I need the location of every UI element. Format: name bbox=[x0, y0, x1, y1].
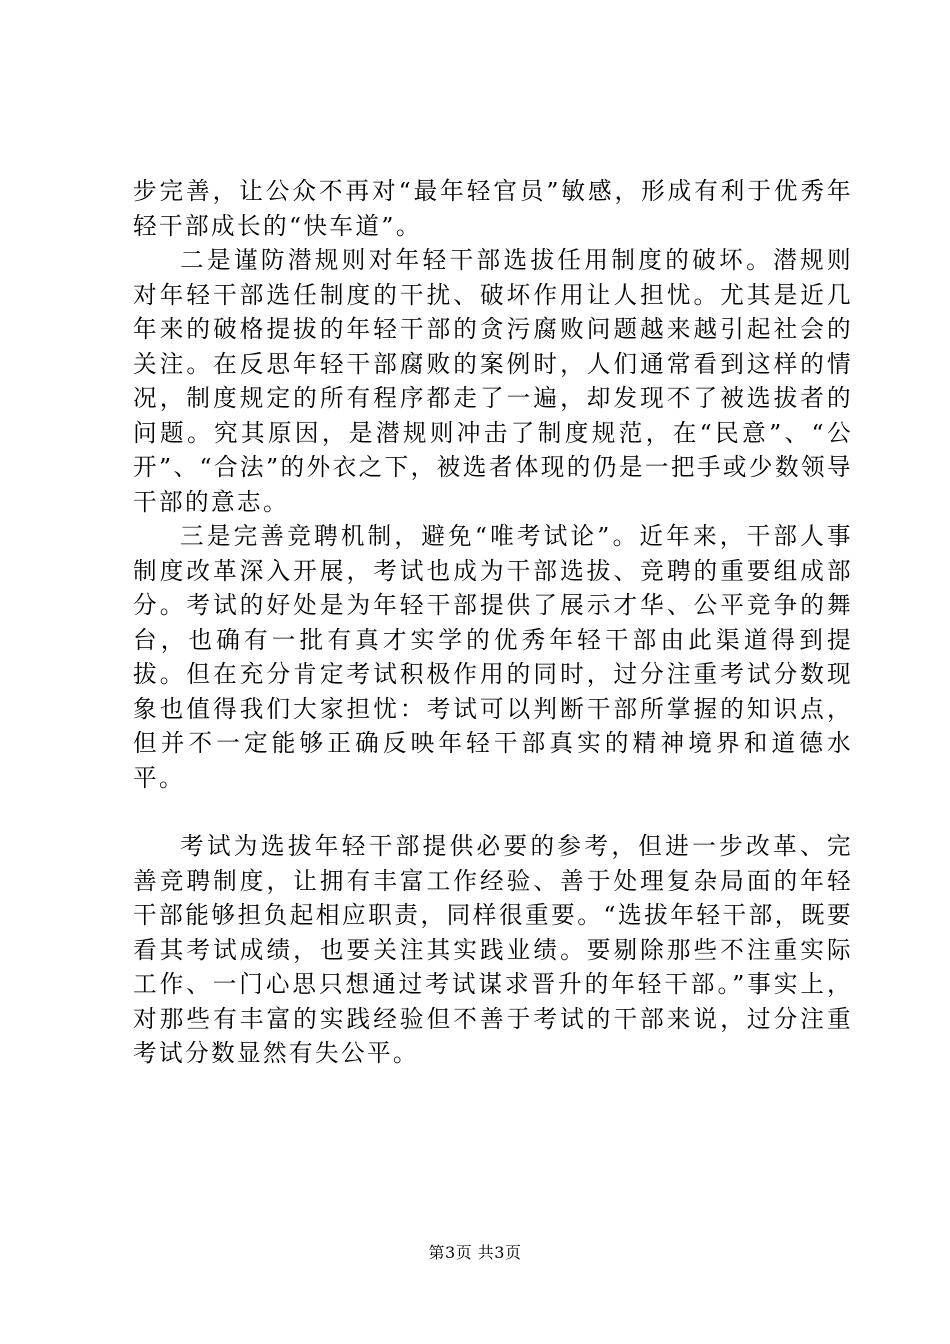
paragraph-point-three: 三是完善竞聘机制，避免“唯考试论”。近年来，干部人事制度改革深入开展，考试也成为干部选拔、竞聘的重要组成部分。考试的好处是为年轻干部提供了展示才华、公平竞争的舞台，也确有一批有真才实学的优秀年轻干部由此渠道得到提拔。但在充分肯定考试积极作用的同时，过分注重考试分数现象也值得我们大家担忧：考试可以判断干部所掌握的知识点，但并不一定能够正确反映年轻干部真实的精神境界和道德水平。 bbox=[133, 522, 853, 792]
page-number-footer: 第3页 共3页 bbox=[428, 1243, 522, 1262]
paragraph-exam-reference: 考试为选拔年轻干部提供必要的参考，但进一步改革、完善竞聘制度，让拥有丰富工作经验、善于处理复杂局面的年轻干部能够担负起相应职责，同样很重要。“选拔年轻干部，既要看其考试成绩，也要关注其实践业绩。要剔除那些不注重实际工作、一门心思只想通过考试谋求晋升的年轻干部。”事实上，对那些有丰富的实践经验但不善于考试的干部来说，过分注重考试分数显然有失公平。 bbox=[133, 832, 853, 1067]
paragraph-point-two: 二是谨防潜规则对年轻干部选拔任用制度的破坏。潜规则对年轻干部选任制度的干扰、破坏作用让人担忧。尤其是近几年来的破格提拔的年轻干部的贪污腐败问题越来越引起社会的关注。在反思年轻干部腐败的案例时，人们通常看到这样的情况，制度规定的所有程序都走了一遍，却发现不了被选拔者的问题。究其原因，是潜规则冲击了制度规范，在“民意”、“公开”、“合法”的外衣之下，被选者体现的仍是一把手或少数领导干部的意志。 bbox=[133, 246, 853, 516]
document-body bbox=[133, 174, 853, 1071]
paragraph-continuation: 步完善，让公众不再对“最年轻官员”敏感，形成有利于优秀年轻干部成长的“快车道”。 bbox=[133, 177, 853, 240]
